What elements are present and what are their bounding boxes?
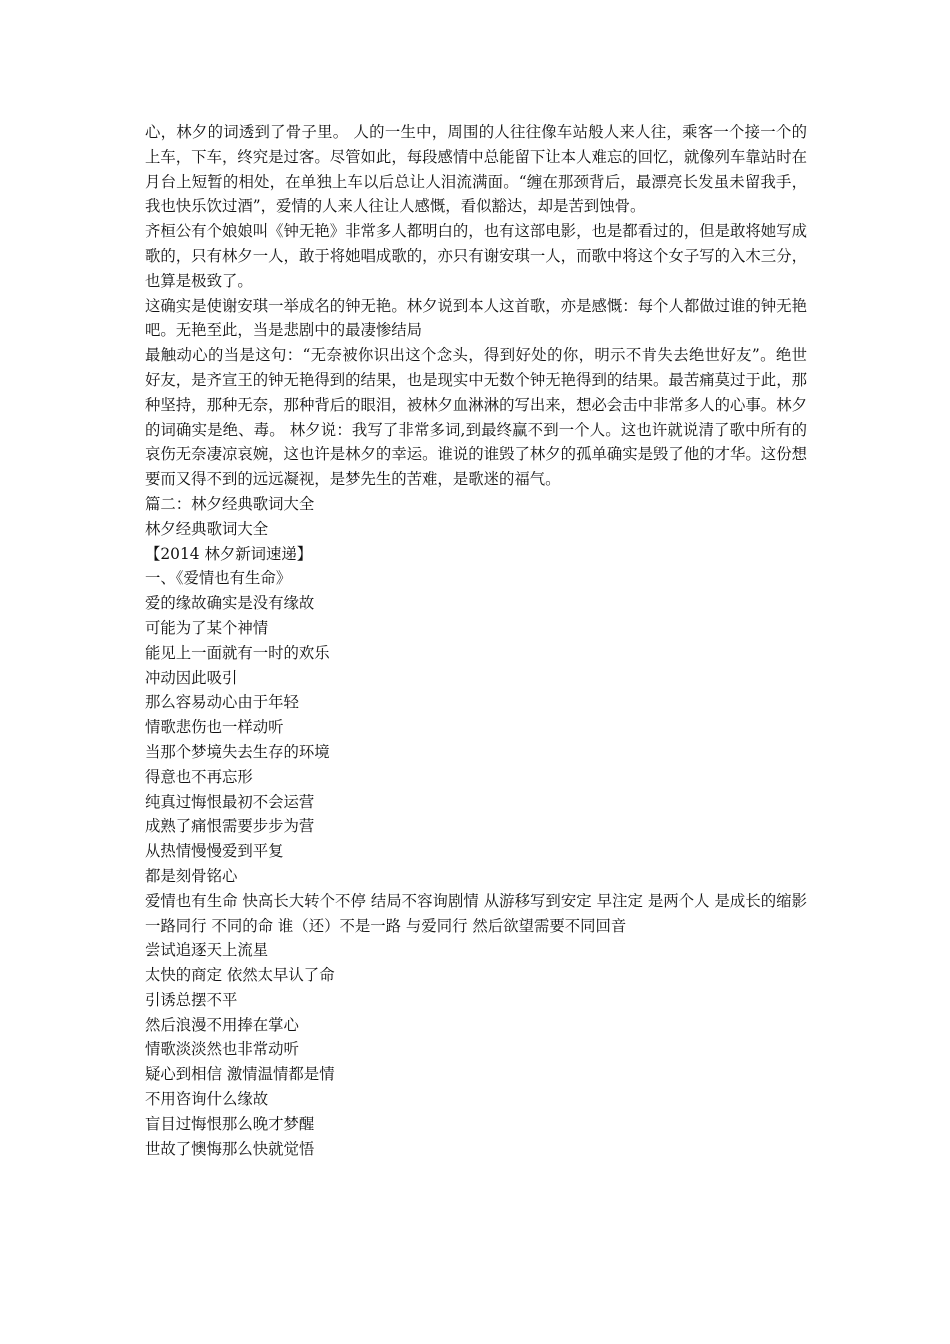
section-heading: 篇二：林夕经典歌词大全 bbox=[145, 494, 315, 513]
lyric-line: 从热情慢慢爱到平复 bbox=[145, 842, 284, 861]
document-page bbox=[145, 120, 807, 1161]
lyric-line: 然后浪漫不用捧在掌心 bbox=[145, 1015, 299, 1034]
lyric-line: 引诱总摆不平 bbox=[145, 990, 238, 1009]
lyric-line: 当那个梦境失去生存的环境 bbox=[145, 742, 330, 761]
lyric-line: 盲目过悔恨那么晚才梦醒 bbox=[145, 1114, 315, 1133]
lyric-line: 情歌淡淡然也非常动听 bbox=[145, 1040, 299, 1059]
sub-title: 林夕经典歌词大全 bbox=[145, 519, 269, 538]
lyric-line: 得意也不再忘形 bbox=[145, 767, 253, 786]
song-title: 一、《爱情也有生命》 bbox=[145, 569, 292, 588]
lyric-line: 世故了懊悔那么快就觉悟 bbox=[145, 1139, 315, 1158]
lyric-line: 纯真过悔恨最初不会运营 bbox=[145, 792, 315, 811]
paragraph-3: 这确实是使谢安琪一举成名的钟无艳。林夕说到本人这首歌，亦是感慨：每个人都做过谁的钟无艳吧。无艳至此，当是悲剧中的最凄惨结局 bbox=[145, 296, 807, 340]
bracket-title: 【2014 林夕新词速递】 bbox=[145, 544, 313, 563]
lyric-line: 那么容易动心由于年轻 bbox=[145, 693, 299, 712]
lyric-line: 爱的缘故确实是没有缘故 bbox=[145, 594, 315, 613]
lyric-long-line: 爱情也有生命 快高长大转个不停 结局不容询剧情 从游移写到安定 早注定 是两个人 是成长的缩影 一路同行 不同的命 谁（还）不是一路 与爱同行 然后欲望需要不同回音 bbox=[145, 891, 807, 935]
lyric-line: 成熟了痛恨需要步步为营 bbox=[145, 817, 315, 836]
lyric-line: 能见上一面就有一时的欢乐 bbox=[145, 643, 330, 662]
paragraph-1: 心，林夕的词透到了骨子里。 人的一生中，周围的人往往像车站般人来人往，乘客一个接一个的上车，下车，终究是过客。尽管如此，每段感情中总能留下让本人难忘的回忆，就像列车靠站时在月台上短暂的相处，在单独上车以后总让人泪流满面。“缠在那颈背后，最漂亮长发虽未留我手，我也快乐饮过酒”，爱情的人来人往让人感慨，看似豁达，却是苦到蚀骨。 bbox=[145, 123, 807, 216]
paragraph-4: 最触动心的当是这句：“无奈被你识出这个念头，得到好处的你，明示不肯失去绝世好友”。绝世好友，是齐宣王的钟无艳得到的结果，也是现实中无数个钟无艳得到的结果。最苦痛莫过于此，那种坚持，那种无奈，那种背后的眼泪，被林夕血淋淋的写出来，想必会击中非常多人的心事。林夕的词确实是绝、毒。 林夕说：我写了非常多词,到最终赢不到一个人。这也许就说清了歌中所有的哀伤无奈凄凉哀婉，这也许是林夕的幸运。谁说的谁毁了林夕的孤单确实是毁了他的才华。这份想要而又得不到的远远凝视，是梦先生的苦难，是歌迷的福气。 bbox=[145, 346, 807, 489]
lyric-line: 太快的商定 依然太早认了命 bbox=[145, 966, 335, 985]
lyric-line: 不用咨询什么缘故 bbox=[145, 1090, 269, 1109]
paragraph-2: 齐桓公有个娘娘叫《钟无艳》非常多人都明白的，也有这部电影，也是都看过的，但是敢将她写成歌的，只有林夕一人，敢于将她唱成歌的，亦只有谢安琪一人，而歌中将这个女子写的入木三分，也算是极致了。 bbox=[145, 222, 807, 290]
lyric-line: 情歌悲伤也一样动听 bbox=[145, 718, 284, 737]
lyric-line: 疑心到相信 激情温情都是情 bbox=[145, 1065, 335, 1084]
lyric-line: 冲动因此吸引 bbox=[145, 668, 238, 687]
lyric-line: 尝试追逐天上流星 bbox=[145, 941, 269, 960]
lyric-line: 可能为了某个神情 bbox=[145, 618, 269, 637]
lyric-line: 都是刻骨铭心 bbox=[145, 866, 238, 885]
